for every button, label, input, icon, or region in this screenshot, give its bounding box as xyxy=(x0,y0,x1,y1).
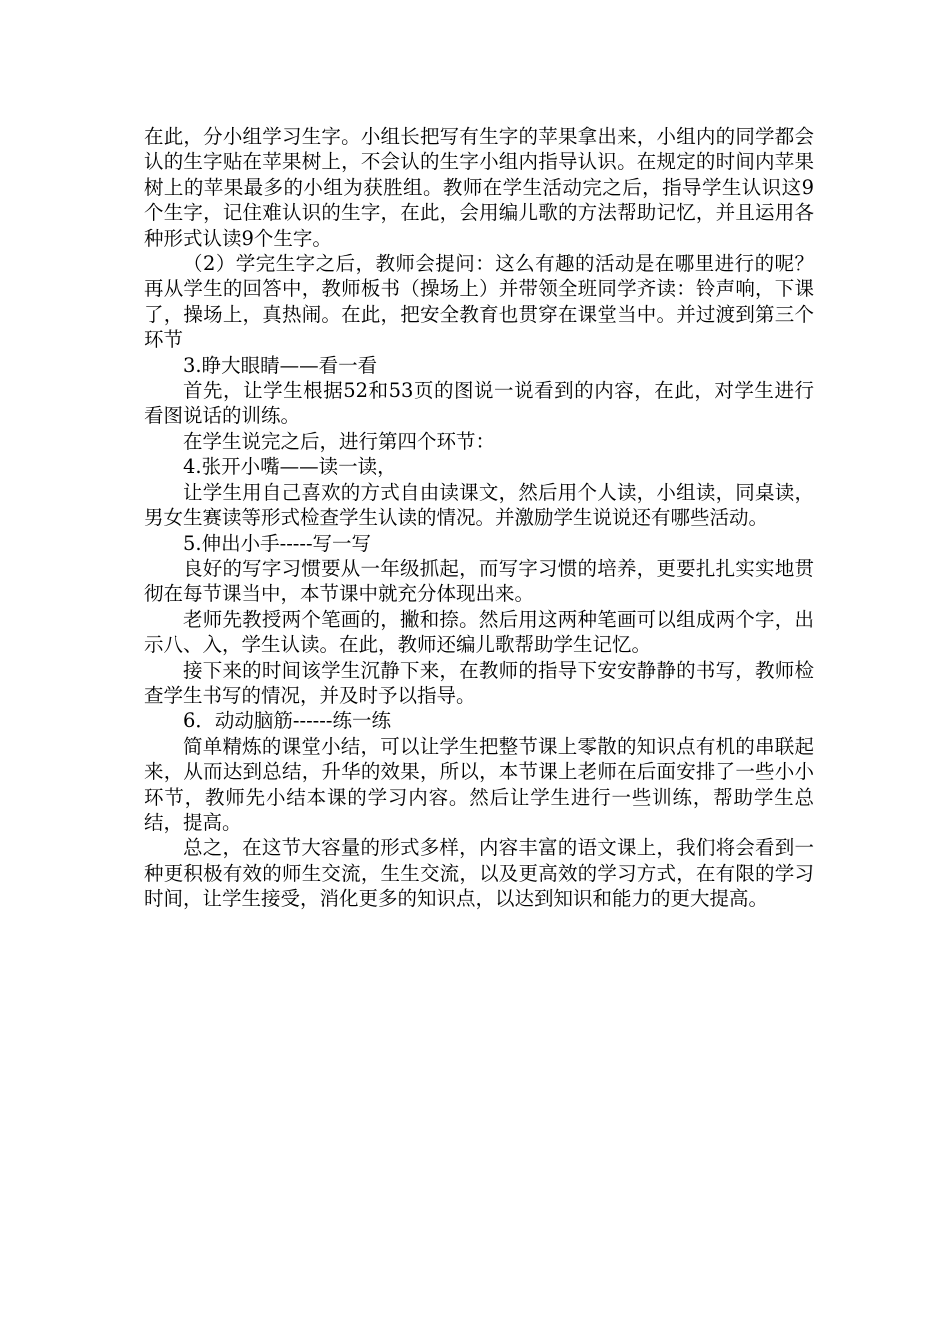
paragraph-conclusion: 总之，在这节大容量的形式多样，内容丰富的语文课上，我们将会看到一种更积极有效的师生交流，生生交流，以及更高效的学习方式，在有限的学习时间，让学生接受，消化更多的知识点，以达到知识和能力的更大提高。 xyxy=(144,836,814,911)
paragraph-picture-talk: 首先，让学生根据52和53页的图说一说看到的内容，在此，对学生进行看图说话的训练。 xyxy=(144,379,814,428)
document-body xyxy=(144,124,814,912)
section-heading-practice: 6．动动脑筋------练一练 xyxy=(183,709,391,733)
paragraph-teacher-question: （2）学完生字之后，教师会提问：这么有趣的活动是在哪里进行的呢？再从学生的回答中，教师板书（操场上）并带领全班同学齐读：铃声响，下课了，操场上，真热闹。在此，把安全教育也贯穿在课堂当中。并过渡到第三个环节 xyxy=(144,252,814,352)
paragraph-group-study: 在此，分小组学习生字。小组长把写有生字的苹果拿出来，小组内的同学都会认的生字贴在苹果树上，不会认的生字小组内指导认识。在规定的时间内苹果树上的苹果最多的小组为获胜组。教师在学生活动完之后，指导学生认识这9个生字，记住难认识的生字，在此，会用编儿歌的方法帮助记忆，并且运用各种形式认读9个生字。 xyxy=(144,125,814,250)
paragraph-strokes: 老师先教授两个笔画的，撇和捺。然后用这两种笔画可以组成两个字，出示八、入，学生认读。在此，教师还编儿歌帮助学生记忆。 xyxy=(144,607,814,657)
section-heading-look: 3.睁大眼睛——看一看 xyxy=(183,353,378,377)
section-heading-read: 4.张开小嘴——读一读， xyxy=(183,455,397,479)
paragraph-quiet-writing: 接下来的时间该学生沉静下来，在教师的指导下安安静静的书写，教师检查学生书写的情况，并及时予以指导。 xyxy=(144,658,814,707)
paragraph-transition-four: 在学生说完之后，进行第四个环节： xyxy=(183,429,496,453)
paragraph-writing-habit: 良好的写字习惯要从一年级抓起，而写字习惯的培养，更要扎扎实实地贯彻在每节课当中，本节课中就充分体现出来。 xyxy=(144,556,814,606)
paragraph-summary: 简单精炼的课堂小结，可以让学生把整节课上零散的知识点有机的串联起来，从而达到总结，升华的效果，所以，本节课上老师在后面安排了一些小小环节，教师先小结本课的学习内容。然后让学生进行一些训练，帮助学生总结，提高。 xyxy=(144,734,814,834)
paragraph-free-reading: 让学生用自己喜欢的方式自由读课文，然后用个人读，小组读，同桌读，男女生赛读等形式检查学生认读的情况。并激励学生说说还有哪些活动。 xyxy=(144,480,814,530)
section-heading-write: 5.伸出小手-----写一写 xyxy=(183,531,372,555)
